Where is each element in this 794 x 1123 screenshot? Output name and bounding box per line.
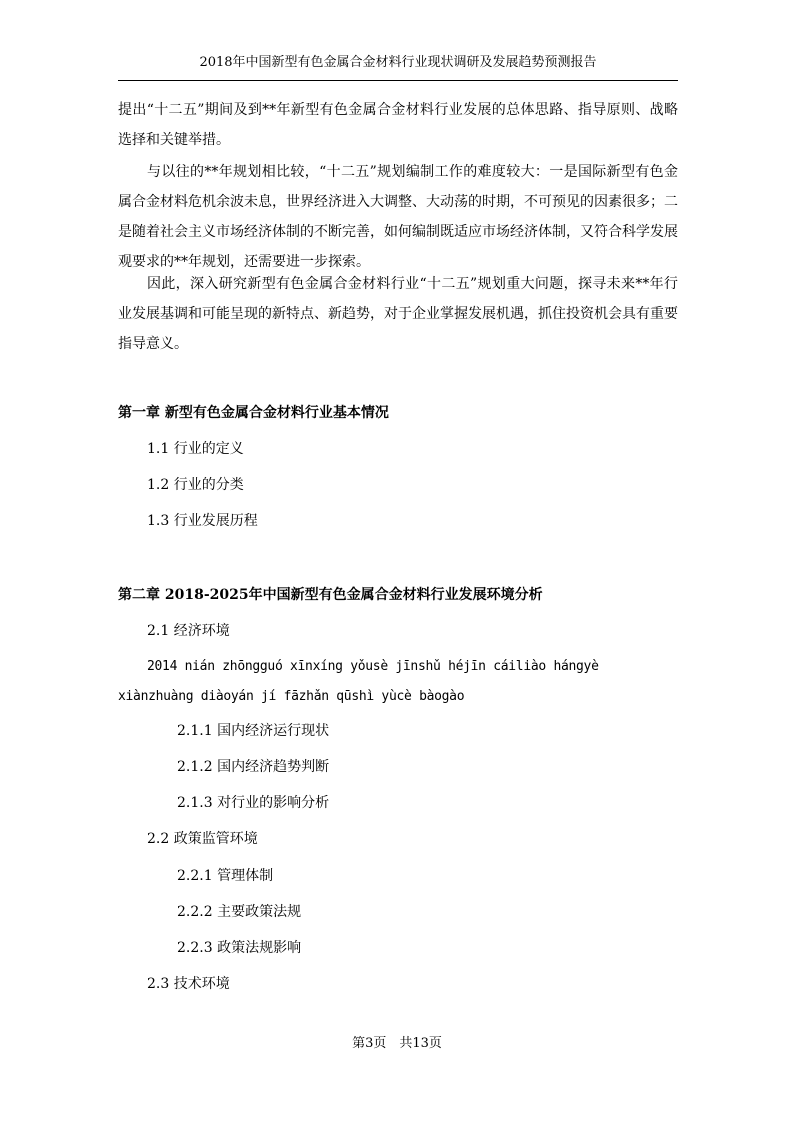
page-header-title: 2018年中国新型有色金属合金材料行业现状调研及发展趋势预测报告	[199, 55, 597, 70]
section-1-1: 1.1 行业的定义	[147, 441, 244, 457]
header-divider	[118, 80, 678, 81]
intro-paragraph-2: 与以往的**年规划相比较，“十二五”规划编制工作的难度较大：一是国际新型有色金属合金材料危机余波未息，世界经济进入大调整、大动荡的时期，不可预见的因素很多；二是随着社会主义市场经济体制的不断完善，如何编制既适应市场经济体制，又符合科学发展观要求的**年规划，还需要进一步探索。	[118, 164, 678, 270]
section-2-1-3: 2.1.3 对行业的影响分析	[177, 795, 330, 811]
intro-paragraph-3: 因此，深入研究新型有色金属合金材料行业“十二五”规划重大问题，探寻未来**年行业发展基调和可能呈现的新特点、新趋势，对于企业掌握发展机遇，抓住投资机会具有重要指导意义。	[118, 276, 678, 352]
page-number-footer: 第3页 共13页	[352, 1036, 442, 1051]
section-1-3: 1.3 行业发展历程	[147, 513, 258, 529]
section-2-2-1: 2.2.1 管理体制	[177, 868, 274, 884]
chapter-1-title: 第一章 新型有色金属合金材料行业基本情况	[118, 405, 389, 421]
section-2-2-3: 2.2.3 政策法规影响	[177, 940, 302, 956]
section-2-1: 2.1 经济环境	[147, 623, 230, 639]
section-2-1-1: 2.1.1 国内经济运行现状	[177, 723, 330, 739]
section-2-2-2: 2.2.2 主要政策法规	[177, 904, 302, 920]
chapter-2-title: 第二章 2018-2025年中国新型有色金属合金材料行业发展环境分析	[118, 587, 543, 603]
section-2-3: 2.3 技术环境	[147, 976, 230, 992]
section-2-2: 2.2 政策监管环境	[147, 831, 258, 847]
section-1-2: 1.2 行业的分类	[147, 477, 244, 493]
intro-paragraph-1: 提出“十二五”期间及到**年新型有色金属合金材料行业发展的总体思路、指导原则、战略选择和关键举措。	[118, 102, 678, 148]
section-2-1-2: 2.1.2 国内经济趋势判断	[177, 759, 330, 775]
pinyin-line: 2014 nián zhōngguó xīnxíng yǒusè jīnshǔ héjīn cáiliào hángyè xiànzhuàng diàoyán jí fāzhǎn qūshì yùcè bàogào	[118, 659, 599, 704]
